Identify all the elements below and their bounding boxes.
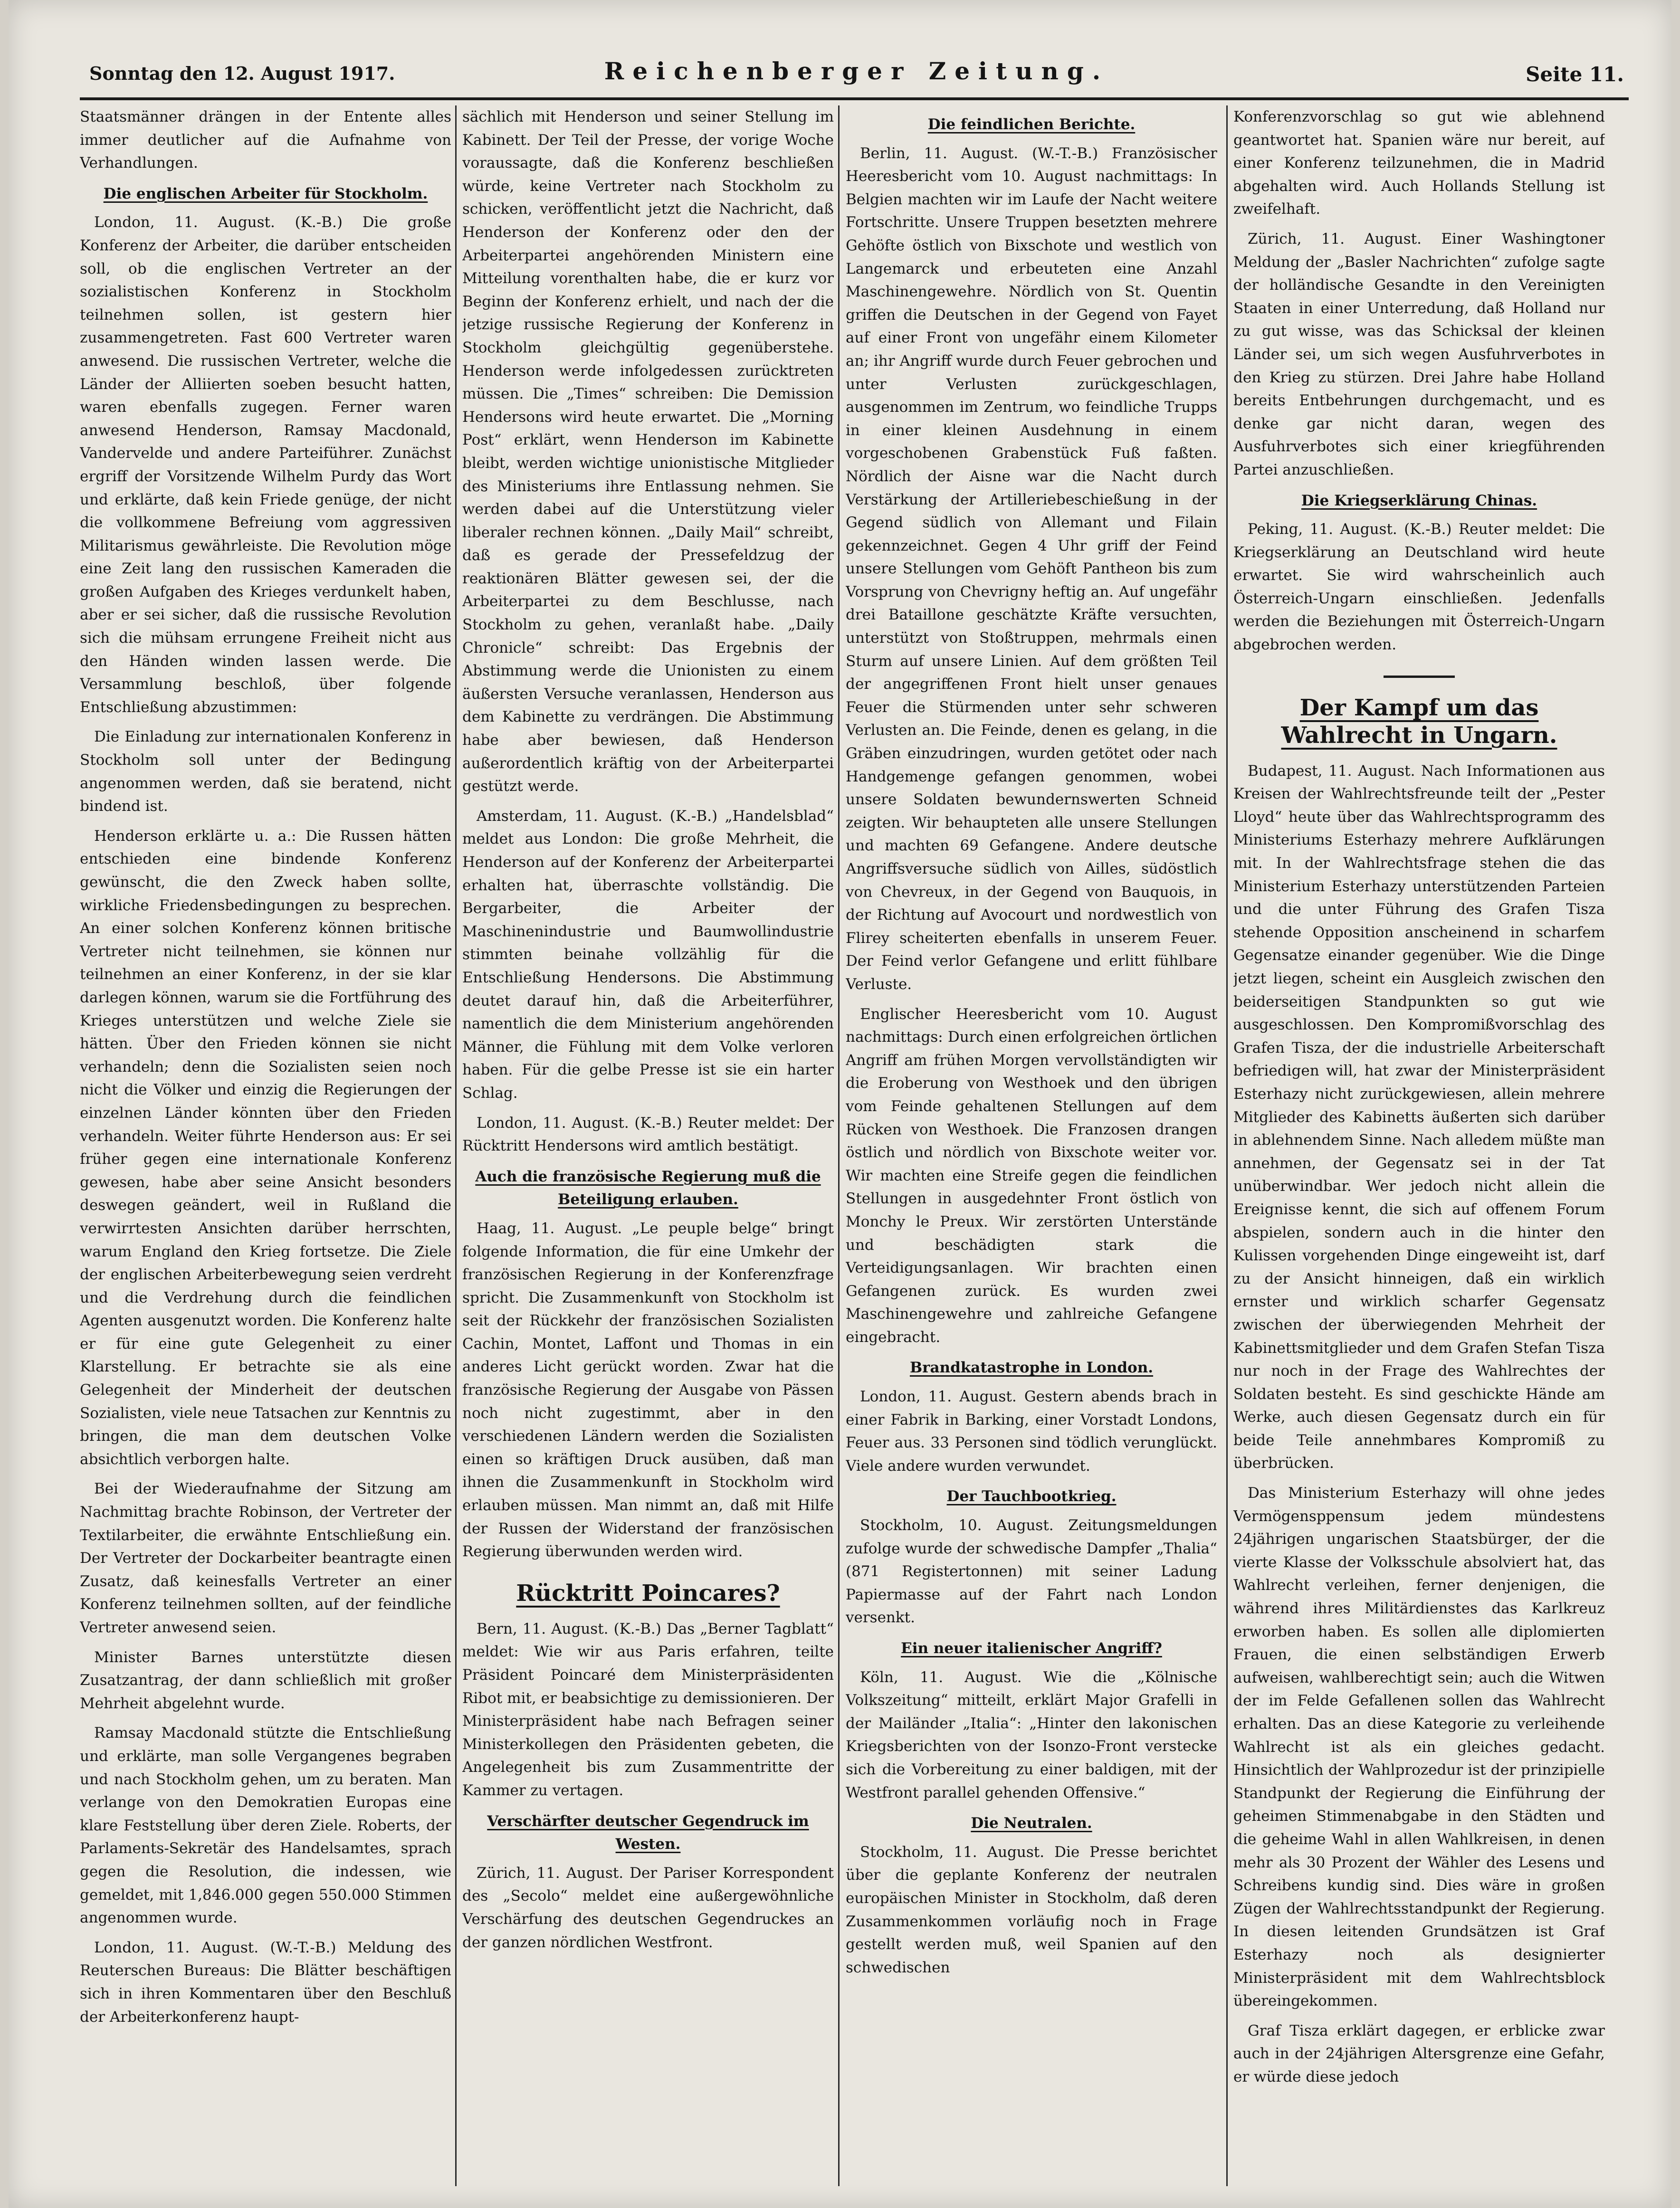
- paragraph: sächlich mit Henderson und seiner Stellung im Kabinett. Der Teil der Presse, der vorige Woche voraussagte, daß die Konferenz beschließen würde, keine Vertreter nach Stockholm zu schicken, veröffentlicht jetzt die Nachricht, daß Henderson der Konferenz oder den der Arbeiterpartei angehörenden Ministern eine Mitteilung vorenthalten habe, die er kurz vor Beginn der Konferenz erhielt, und nach der die jetzige russische Regierung der Konferenz in Stockholm gleichgültig gegenüberstehe. Henderson werde infolgedessen zurücktreten müssen. Die „Times“ schreiben: Die Demission Hendersons wird heute erwartet. Die „Morning Post“ erklärt, wenn Henderson im Kabinette bleibt, werden wichtige unionistische Mitglieder des Ministeriums ihre Entlassung nehmen. Sie werden dabei auf die Unterstützung vieler liberaler rechnen können. „Daily Mail“ schreibt, daß es gerade der Pressefeldzug der reaktionären Blätter gewesen sei, der die Arbeiterpartei zu dem Beschlusse, nach Stockholm zu gehen, veranlaßt habe. „Daily Chronicle“ schreibt: Das Ergebnis der Abstimmung werde die Unionisten zu einem äußersten Versuche veranlassen, Henderson aus dem Kabinette zu verdrängen. Die Abstimmung habe aber bewiesen, daß Henderson außerordentlich kräftig von der Arbeiterpartei gestützt werde.: [462, 108, 834, 795]
- paragraph: Bei der Wiederaufnahme der Sitzung am Nachmittag brachte Robinson, der Vertreter der Textilarbeiter, die erwähnte Entschließung ein. Der Vertreter der Dockarbeiter beantragte einen Zusatz, daß keinesfalls Vertreter an einer Konferenz teilnehmen sollten, auf der feindliche Vertreter anwesend seien.: [80, 1480, 451, 1636]
- column-2: [462, 105, 834, 2186]
- article-heading: Ein neuer italienischer Angriff?: [901, 1640, 1162, 1657]
- page-number: Seite 11.: [1526, 63, 1624, 86]
- column-divider: [1226, 105, 1228, 2186]
- paragraph: Berlin, 11. August. (W.-T.-B.) Französischer Heeresbericht vom 10. August nachmittags: In Belgien machten wir im Laufe der Nacht weitere Fortschritte. Unsere Truppen besetzten mehrere Gehöfte östlich von Bixschote und westlich von Langemarck und erbeuteten eine Anzahl Maschinengewehre. Nördlich von St. Quentin griffen die Deutschen in der Gegend von Fayet auf einer Front von ungefähr einem Kilometer an; ihr Angriff wurde durch Feuer gebrochen und unter Verlusten zurückgeschlagen, ausgenommen im Zentrum, wo feindliche Trupps in einer kleinen Ausdehnung in einem vorgeschobenen Grabenstück Fuß faßten. Nördlich der Aisne war die Nacht durch Verstärkung der Artilleriebeschießung in der Gegend südlich von Allemant und Filain gekennzeichnet. Gegen 4 Uhr griff der Feind unsere Stellungen vom Gehöft Pantheon bis zum Vorsprung von Chevrigny heftig an. Auf ungefähr drei Bataillone geschätzte Kräfte versuchten, unterstützt von Stoßtruppen, mehrmals einen Sturm auf unsere Linien. Auf dem größten Teil der angegriffenen Front hielt unser genaues Feuer die Stürmenden unter sehr schweren Verlusten an. Die Feinde, denen es gelang, in die Gräben einzudringen, wurden getötet oder nach Handgemenge gefangen genommen, wobei unsere Soldaten bewundernswerten Schneid zeigten. Wir behaupteten alle unsere Stellungen und machten 69 Gefangene. Andere deutsche Angriffsversuche südlich von Ailles, südöstlich von Chevreux, in der Gegend von Bauquois, in der Richtung auf Avocourt und nordwestlich von Flirey scheiterten ebenfalls in unserem Feuer. Der Feind verlor Gefangene und erlitt fühlbare Verluste.: [846, 144, 1217, 993]
- paragraph: Graf Tisza erklärt dagegen, er erblicke zwar auch in der 24jährigen Altersgrenze eine Gefahr, er würde diese jedoch: [1233, 2022, 1605, 2085]
- paragraph: London, 11. August. (K.-B.) Reuter meldet: Der Rücktritt Hendersons wird amtlich bestätigt.: [462, 1114, 834, 1155]
- paragraph: Haag, 11. August. „Le peuple belge“ bringt folgende Information, die für eine Umkehr der französischen Regierung in der Konferenzfrage spricht. Die Zusammenkunft von Stockholm ist seit der Rückkehr der französischen Sozialisten Cachin, Montet, Laffont und Thomas in ein anderes Licht gerückt worden. Zwar hat die französische Regierung der Ausgabe von Pässen noch nicht zugestimmt, aber in den verschiedenen Ländern werden die Sozialisten einen so kräftigen Druck ausüben, daß man ihnen die Zusammenkunft in Stockholm wird erlauben müssen. Man nimmt an, daß mit Hilfe der Russen der Widerstand der französischen Regierung überwunden werden wird.: [462, 1219, 834, 1561]
- paragraph: Minister Barnes unterstützte diesen Zusatzantrag, der dann schließlich mit großer Mehrheit abgelehnt wurde.: [80, 1648, 451, 1712]
- column-3: [846, 105, 1217, 2186]
- section-rule: [1384, 676, 1455, 678]
- paragraph: Staatsmänner drängen in der Entente alles immer deutlicher auf die Aufnahme von Verhandlungen.: [80, 108, 451, 172]
- article-heading: Die Kriegserklärung Chinas.: [1301, 492, 1537, 509]
- column-4: [1233, 105, 1605, 2186]
- column-divider: [838, 105, 840, 2186]
- article-heading: Die englischen Arbeiter für Stockholm.: [103, 185, 428, 202]
- headline: Der Kampf um das Wahlrecht in Ungarn.: [1281, 694, 1557, 749]
- paragraph: Das Ministerium Esterhazy will ohne jedes Vermögensppensum jedem mündestens 24jährigen ungarischen Staatsbürger, der die vierte Klasse der Volksschule absolviert hat, das Wahlrecht verleihen, ferner denjenigen, die während ihres Militärdienstes das Karlkreuz erworben haben. Es sollen alle diplomierten Frauen, die einen selbständigen Erwerb aufweisen, wahlberechtigt sein; auch die Witwen der im Felde Gefallenen sollen das Wahlrecht erhalten. Das an diese Kategorie zu verleihende Wahlrecht ist als ein gleiches gedacht. Hinsichtlich der Wahlprozedur ist der prinzipielle Standpunkt der Regierung die Einführung der geheimen Stimmenabgabe in den Städten und die geheime Wahl in allen Wahlkreisen, in denen mehr als 30 Prozent der Wähler des Lesens und Schreibens kundig sind. Dies wäre in großen Zügen der Wahlrechtsstandpunkt der Regierung. In diesen leitenden Grundsätzen ist Graf Esterhazy noch als designierter Ministerpräsident mit dem Wahlrechtsblock übereingekommen.: [1233, 1485, 1605, 2010]
- headline: Rücktritt Poincares?: [516, 1580, 780, 1607]
- paragraph: London, 11. August. (K.-B.) Die große Konferenz der Arbeiter, die darüber entscheiden soll, ob die englischen Vertreter an der sozialistischen Konferenz in Stockholm teilnehmen sollen, ist gestern hier zusammengetreten. Fast 600 Vertreter waren anwesend. Die russischen Vertreter, welche die Länder der Alliierten soeben besucht hatten, waren ebenfalls zugegen. Ferner waren anwesend Henderson, Ramsay Macdonald, Vandervelde und andere Parteiführer. Zunächst ergriff der Vorsitzende Wilhelm Purdy das Wort und erklärte, daß kein Friede genüge, der nicht die vollkommene Befreiung vom aggressiven Militarismus gewährleiste. Die Revolution möge eine Zeit lang den russischen Kameraden die großen Aufgaben des Krieges verdunkelt haben, aber er sei sicher, daß die russische Revolution sich die mühsam errungene Freiheit nicht aus den Händen winden lassen werde. Die Versammlung beschloß, über folgende Entschließung abzustimmen:: [80, 214, 451, 716]
- paragraph: Konferenzvorschlag so gut wie ablehnend geantwortet hat. Spanien wäre nur bereit, auf einer Konferenz teilzunehmen, die in Madrid abgehalten wird. Auch Hollands Stellung ist zweifelhaft.: [1233, 108, 1605, 218]
- paragraph: Stockholm, 10. August. Zeitungsmeldungen zufolge wurde der schwedische Dampfer „Thalia“ (871 Registertonnen) mit seiner Ladung Papiermasse auf der Fahrt nach London versenkt.: [846, 1517, 1217, 1627]
- article-heading: Auch die französische Regierung muß die Beteiligung erlauben.: [475, 1168, 821, 1209]
- paragraph: Köln, 11. August. Wie die „Kölnische Volkszeitung“ mitteilt, erklärt Major Grafelli in der Mailänder „Italia“: „Hinter den lakonischen Kriegsberichten von der Isonzo-Front verstecke sich die Vorbereitung zu einer baldigen, mit der Westfront parallel gehenden Offensive.“: [846, 1668, 1217, 1801]
- newspaper-title: Reichenberger Zeitung.: [604, 57, 1109, 85]
- paragraph: London, 11. August. Gestern abends brach in einer Fabrik in Barking, einer Vorstadt Londons, Feuer aus. 33 Personen sind tödlich verunglückt. Viele andere wurden verwundet.: [846, 1388, 1217, 1475]
- masthead: [89, 57, 1624, 95]
- column-divider: [455, 105, 457, 2186]
- column-1: [80, 105, 451, 2186]
- paragraph: Die Einladung zur internationalen Konferenz in Stockholm soll unter der Bedingung angenommen werden, daß sie beratend, nicht bindend ist.: [80, 728, 451, 815]
- paragraph: Peking, 11. August. (K.-B.) Reuter meldet: Die Kriegserklärung an Deutschland wird heute erwartet. Sie wird wahrscheinlich auch Österreich-Ungarn einschließen. Jedenfalls werden die Beziehungen mit Österreich-Ungarn abgebrochen werden.: [1233, 521, 1605, 654]
- newspaper-page: [9, 0, 1671, 2208]
- paragraph: Englischer Heeresbericht vom 10. August nachmittags: Durch einen erfolgreichen örtlichen Angriff am frühen Morgen vervollständigten wir die Eroberung von Westhoek und den übrigen vom Feinde gehaltenen Stellungen auf dem Rücken von Westhoek. Die Franzosen drangen östlich und nördlich von Bixschote weiter vor. Wir machten eine Streife gegen die feindlichen Stellungen in ausgedehnter Front östlich von Monchy le Preux. Wir zerstörten Unterstände und beschädigten stark die Verteidigungsanlagen. Wir brachten einen Gefangenen zurück. Es wurden zwei Maschinengewehre und zahlreiche Gefangene eingebracht.: [846, 1005, 1217, 1346]
- paragraph: Henderson erklärte u. a.: Die Russen hätten entschieden eine bindende Konferenz gewünscht, die den Zweck haben sollte, wirkliche Friedensbedingungen zu besprechen. An einer solchen Konferenz können britische Vertreter nicht teilnehmen, sie können nur teilnehmen an einer Konferenz, in der sie klar darlegen können, warum sie die Fortführung des Krieges unterstützen und welche Ziele sie hätten. Über den Frieden können sie nicht verhandeln; denn die Sozialisten seien noch nicht die Völker und einzig die Regierungen der einzelnen Länder könnten über den Frieden verhandeln. Weiter führte Henderson aus: Er sei früher gegen eine internationale Konferenz gewesen, habe aber seine Ansicht besonders deswegen geändert, weil in Rußland die verwirrtesten Ansichten darüber herrschten, warum England den Krieg fortsetze. Die Ziele der englischen Arbeiterbewegung seien verdreht und die Verdrehung durch die feindlichen Agenten ausgenutzt worden. Die Konferenz halte er für eine gute Gelegenheit zu einer Klarstellung. Er betrachte sie als eine Gelegenheit der Minderheit der deutschen Sozialisten, viele neue Tatsachen zur Kenntnis zu bringen, die man dem deutschen Volke absichtlich verborgen halte.: [80, 827, 451, 1468]
- article-heading: Brandkatastrophe in London.: [909, 1359, 1154, 1377]
- article-heading: Die feindlichen Berichte.: [927, 116, 1136, 133]
- paragraph: Budapest, 11. August. Nach Informationen aus Kreisen der Wahlrechtsfreunde teilt der „Pester Lloyd“ heute über das Wahlrechtsprogramm des Ministeriums Esterhazy mehrere Aufklärungen mit. In der Wahlrechtsfrage stehen die das Ministerium Esterhazy unterstützenden Parteien und die unter Führung des Grafen Tisza stehende Opposition anscheinend in scharfem Gegensatze einander gegenüber. Wie die Dinge jetzt liegen, scheint ein Ausgleich zwischen den beiderseitigen Standpunkten so gut wie ausgeschlossen. Den Kompromißvorschlag des Grafen Tisza, der die industrielle Arbeiterschaft befriedigen will, hat zwar der Ministerpräsident Esterhazy nicht zurückgewiesen, allein mehrere Mitglieder des Kabinetts äußerten sich darüber in ablehnendem Sinne. Nach alledem müßte man annehmen, der Gegensatz sei in der Tat unüberwindbar. Wer jedoch nicht allein die Ereignisse kennt, die sich auf offenem Forum abspielen, sondern auch in die hinter den Kulissen vorgehenden Dinge eingeweiht ist, darf zu der Ansicht hinneigen, daß ein wirklich ernster und wirklich scharfer Gegensatz zwischen der überwiegenden Mehrheit der Kabinettsmitglieder und dem Grafen Stefan Tisza nur noch in der Frage des Wahlrechtes der Soldaten besteht. Es sind geschickte Hände am Werke, auch diesen Gegensatz durch ein für beide Teile annehmbares Kompromiß zu überbrücken.: [1233, 762, 1605, 1472]
- paragraph: Ramsay Macdonald stützte die Entschließung und erklärte, man solle Vergangenes begraben und nach Stockholm gehen, um zu beraten. Man verlange von den Demokratien Europas eine klare Feststellung über deren Ziele. Roberts, der Parlaments-Sekretär des Handelsamtes, sprach gegen die Resolution, die indessen, wie gemeldet, mit 1,846.000 gegen 550.000 Stimmen angenommen wurde.: [80, 1724, 451, 1927]
- article-heading: Die Neutralen.: [971, 1815, 1092, 1832]
- paragraph: Bern, 11. August. (K.-B.) Das „Berner Tagblatt“ meldet: Wie wir aus Paris erfahren, teilte Präsident Poincaré dem Ministerpräsidenten Ribot mit, er beabsichtige zu demissionieren. Der Ministerpräsident habe nach Befragen seiner Ministerkollegen den Präsidenten gebeten, die Angelegenheit bis zum Zusammentritte der Kammer zu vertagen.: [462, 1620, 834, 1799]
- paragraph: Stockholm, 11. August. Die Presse berichtet über die geplante Konferenz der neutralen europäischen Minister in Stockholm, daß deren Zusammenkommen vorläufig noch in Frage gestellt werden muß, weil Spanien auf den schwedischen: [846, 1843, 1217, 1976]
- article-heading: Verschärfter deutscher Gegendruck im Westen.: [487, 1812, 809, 1853]
- paragraph: London, 11. August. (W.-T.-B.) Meldung des Reuterschen Bureaus: Die Blätter beschäftigen sich in ihren Kommentaren über den Beschluß der Arbeiterkonferenz haupt-: [80, 1939, 451, 2026]
- paragraph: Zürich, 11. August. Einer Washingtoner Meldung der „Basler Nachrichten“ zufolge sagte der holländische Gesandte in den Vereinigten Staaten in einer Unterredung, daß Holland nur zu gut wisse, was das Schicksal der kleinen Länder sei, um sich wegen Ausfuhrverbotes in den Krieg zu stürzen. Drei Jahre habe Holland bereits Entbehrungen durchgemacht, und es denke gar nicht daran, wegen des Ausfuhrverbotes sich einer kriegführenden Partei anzuschließen.: [1233, 230, 1605, 478]
- paragraph: Amsterdam, 11. August. (K.-B.) „Handelsblad“ meldet aus London: Die große Mehrheit, die Henderson auf der Konferenz der Arbeiterpartei erhalten hat, überraschte vollständig. Die Bergarbeiter, die Arbeiter der Maschinenindustrie und Baumwollindustrie stimmten beinahe vollzählig für die Entschließung Hendersons. Die Abstimmung deutet darauf hin, daß die Arbeiterführer, namentlich die dem Ministerium angehörenden Männer, die Fühlung mit dem Volke verloren haben. Für die gelbe Presse ist sie ein harter Schlag.: [462, 807, 834, 1102]
- paragraph: Zürich, 11. August. Der Pariser Korrespondent des „Secolo“ meldet eine außergewöhnliche Verschärfung des deutschen Gegendruckes an der ganzen nördlichen Westfront.: [462, 1864, 834, 1951]
- masthead-rule: [80, 97, 1629, 100]
- article-heading: Der Tauchbootkrieg.: [946, 1488, 1117, 1505]
- issue-date: Sonntag den 12. August 1917.: [89, 63, 395, 84]
